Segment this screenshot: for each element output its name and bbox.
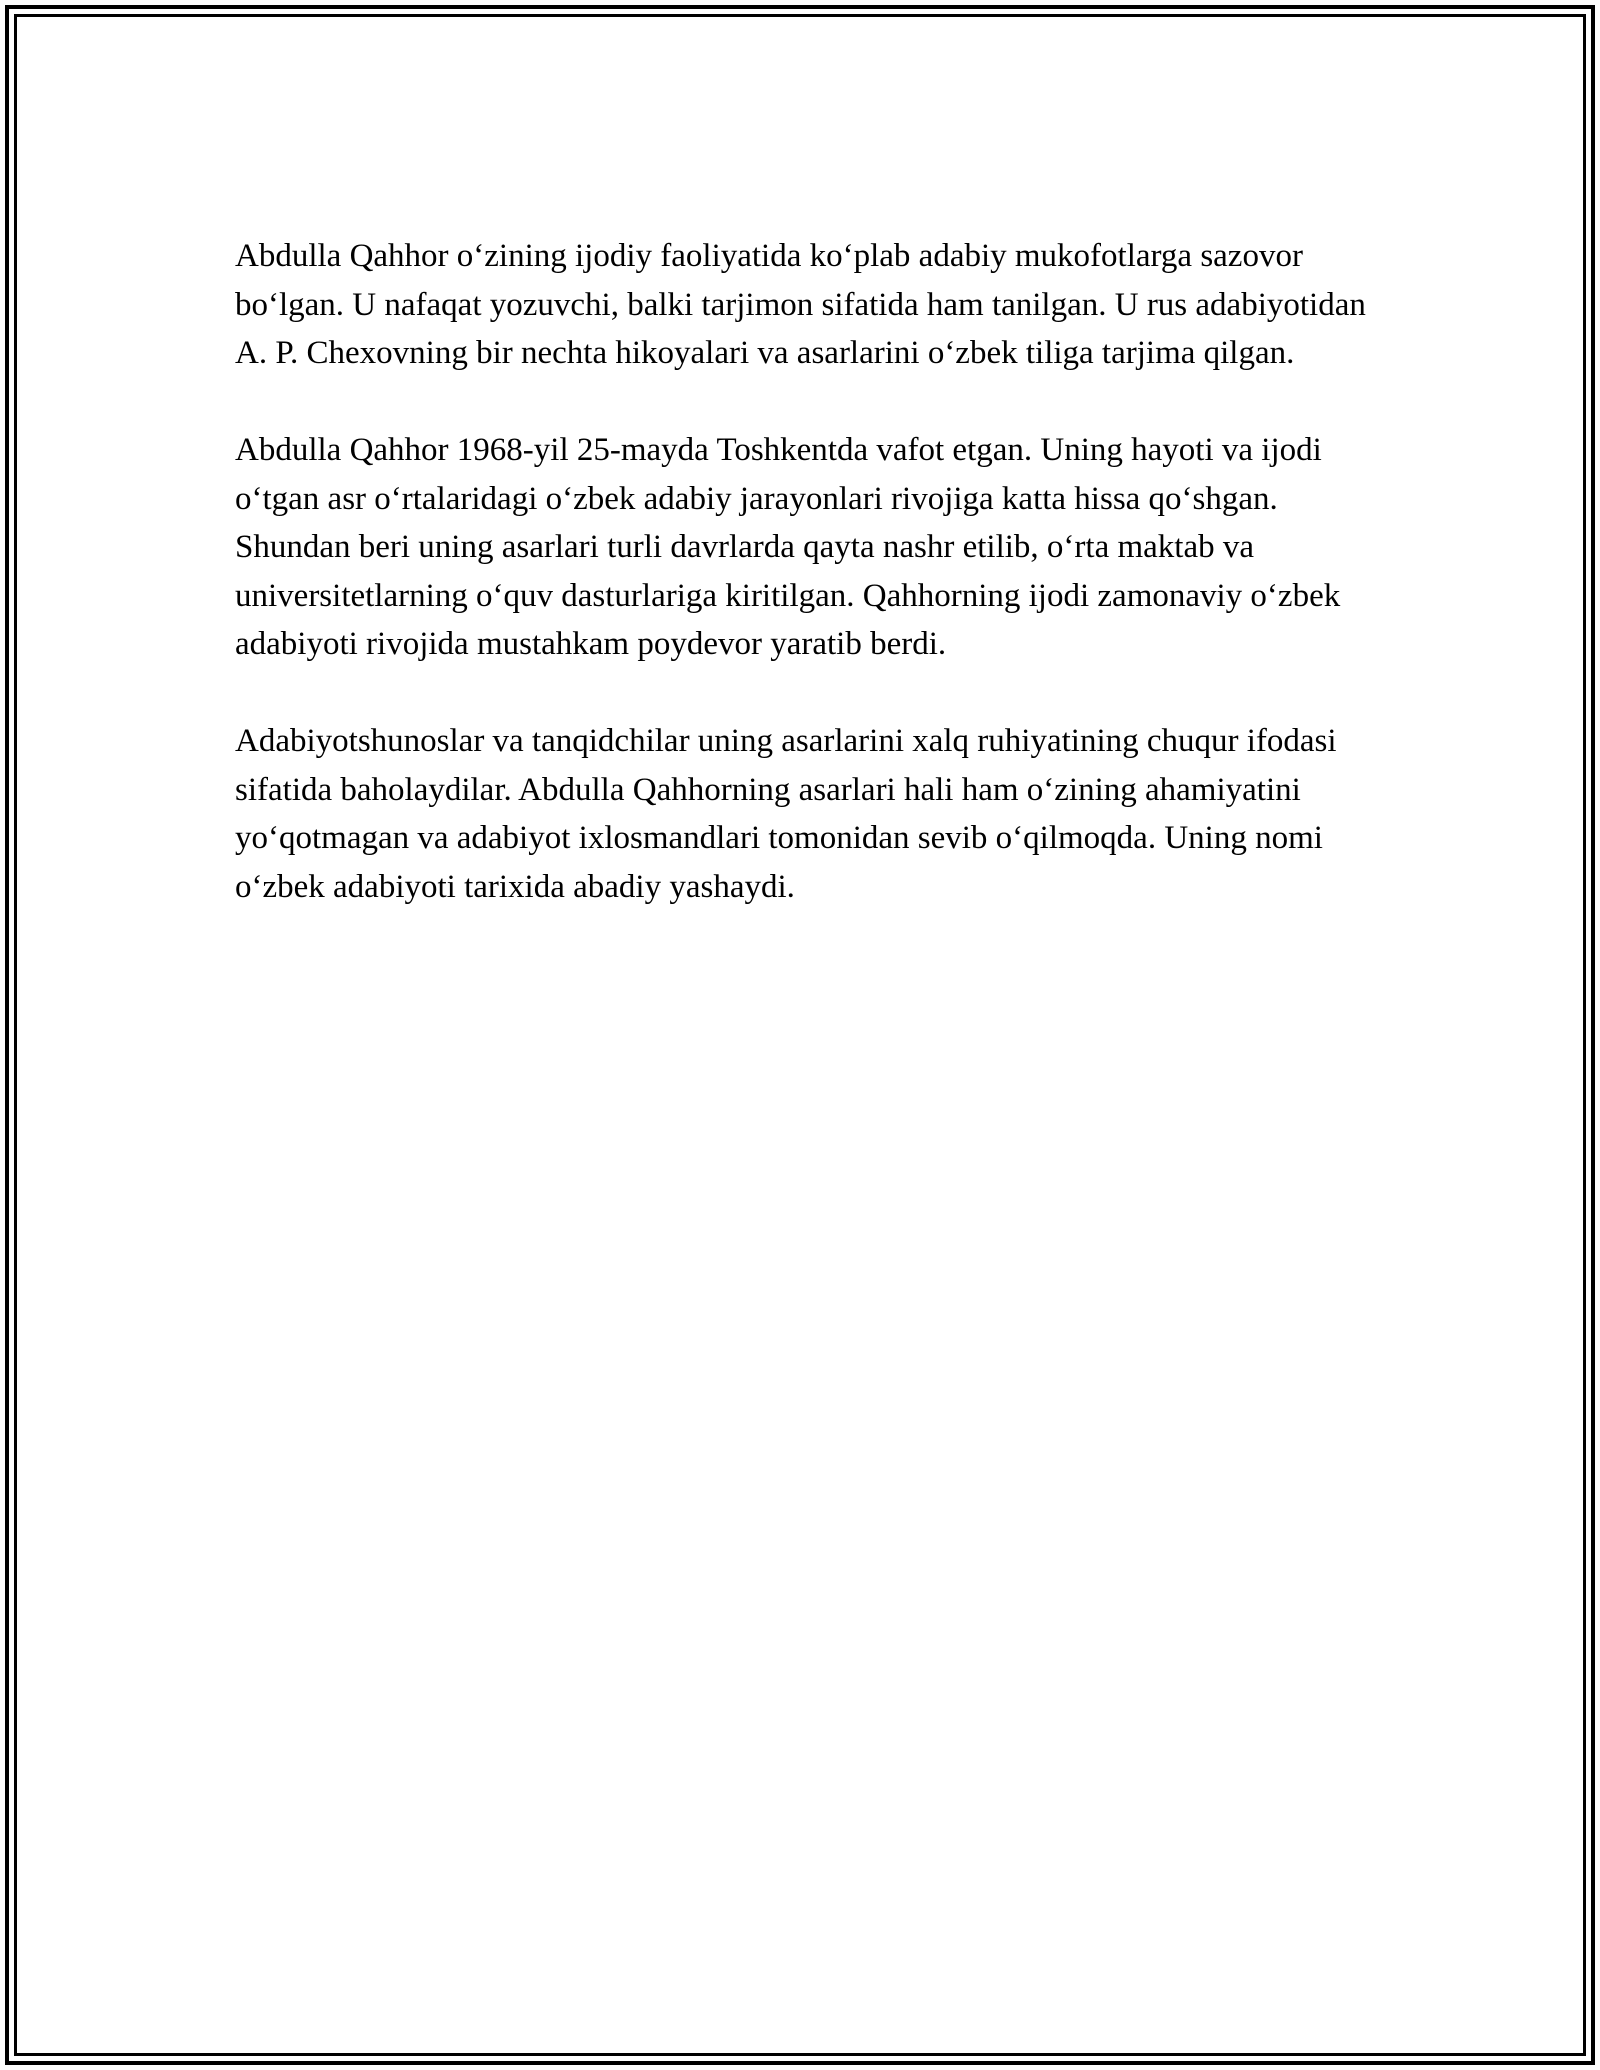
- paragraph-2: Abdulla Qahhor 1968-yil 25-mayda Toshkentda vafot etgan. Uning hayoti va ijodi oʻtgan asr oʻrtalaridagi oʻzbek adabiy jarayonlari rivojiga katta hissa qoʻshgan. Shundan beri uning asarlari turli davrlarda qayta nashr etilib, oʻrta maktab va universitetlarning oʻquv dasturlariga kiritilgan. Qahhorning ijodi zamonaviy oʻzbek adabiyoti rivojida mustahkam poydevor yaratib berdi.: [235, 432, 1341, 662]
- document-body: [235, 232, 1370, 911]
- paragraph-1: Abdulla Qahhor oʻzining ijodiy faoliyatida koʻplab adabiy mukofotlarga sazovor boʻlgan. U nafaqat yozuvchi, balki tarjimon sifatida ham tanilgan. U rus adabiyotidan A. P. Chexovning bir nechta hikoyalari va asarlarini oʻzbek tiliga tarjima qilgan.: [235, 238, 1366, 371]
- paragraph-3: Adabiyotshunoslar va tanqidchilar uning asarlarini xalq ruhiyatining chuqur ifodasi sifatida baholaydilar. Abdulla Qahhorning asarlari hali ham oʻzining ahamiyatini yoʻqotmagan va adabiyot ixlosmandlari tomonidan sevib oʻqilmoqda. Uning nomi oʻzbek adabiyoti tarixida abadiy yashaydi.: [235, 723, 1337, 905]
